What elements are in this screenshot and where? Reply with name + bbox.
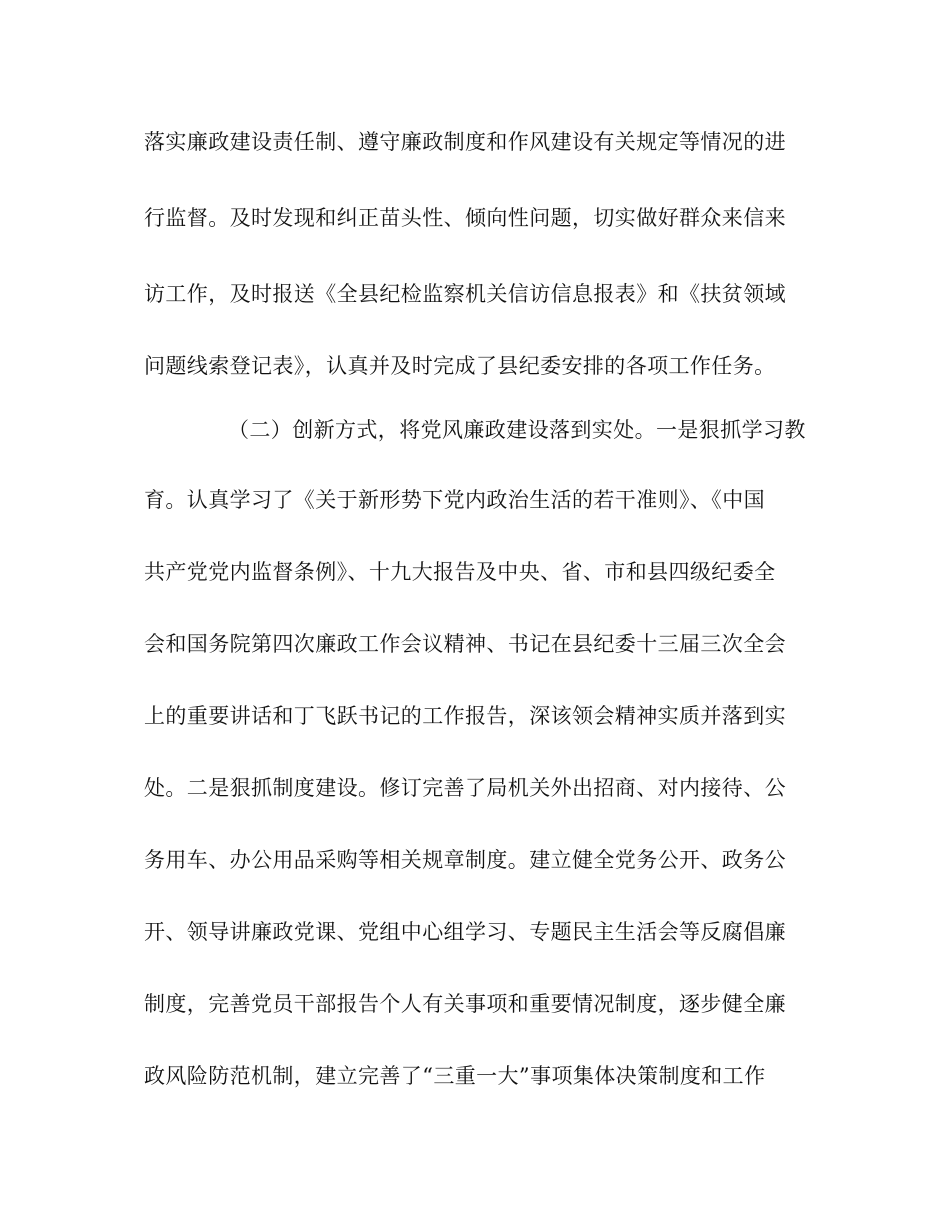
text-line-12: 开、领导讲廉政党课、党组中心组学习、专题民主生活会等反腐倡廉 bbox=[144, 920, 786, 944]
section-heading-line: （二）创新方式，将党风廉政建设落到实处。一是狠抓学习教 bbox=[228, 418, 806, 442]
text-line-7: 共产党党内监督条例》、十九大报告及中央、省、市和县四级纪委全 bbox=[144, 560, 776, 584]
text-line-10: 处。二是狠抓制度建设。修订完善了局机关外出招商、对内接待、公 bbox=[144, 776, 786, 800]
text-line-14: 政风险防范机制，建立完善了“三重一大”事项集体决策制度和工作 bbox=[144, 1064, 766, 1088]
text-line-3: 访工作，及时报送《全县纪检监察机关信访信息报表》和《扶贫领域 bbox=[144, 282, 786, 306]
text-line-8: 会和国务院第四次廉政工作会议精神、书记在县纪委十三届三次全会 bbox=[144, 632, 786, 656]
text-line-1: 落实廉政建设责任制、遵守廉政制度和作风建设有关规定等情况的进 bbox=[144, 130, 786, 154]
text-line-2: 行监督。及时发现和纠正苗头性、倾向性问题，切实做好群众来信来 bbox=[144, 206, 786, 230]
text-line-13: 制度，完善党员干部报告个人有关事项和重要情况制度，逐步健全廉 bbox=[144, 992, 786, 1016]
text-line-9: 上的重要讲话和丁飞跃书记的工作报告，深该领会精神实质并落到实 bbox=[144, 704, 786, 728]
text-line-6: 育。认真学习了《关于新形势下党内政治生活的若干准则》、《中国 bbox=[144, 488, 765, 512]
text-line-4: 问题线索登记表》，认真并及时完成了县纪委安排的各项工作任务。 bbox=[144, 354, 776, 378]
text-line-11: 务用车、办公用品采购等相关规章制度。建立健全党务公开、政务公 bbox=[144, 848, 786, 872]
